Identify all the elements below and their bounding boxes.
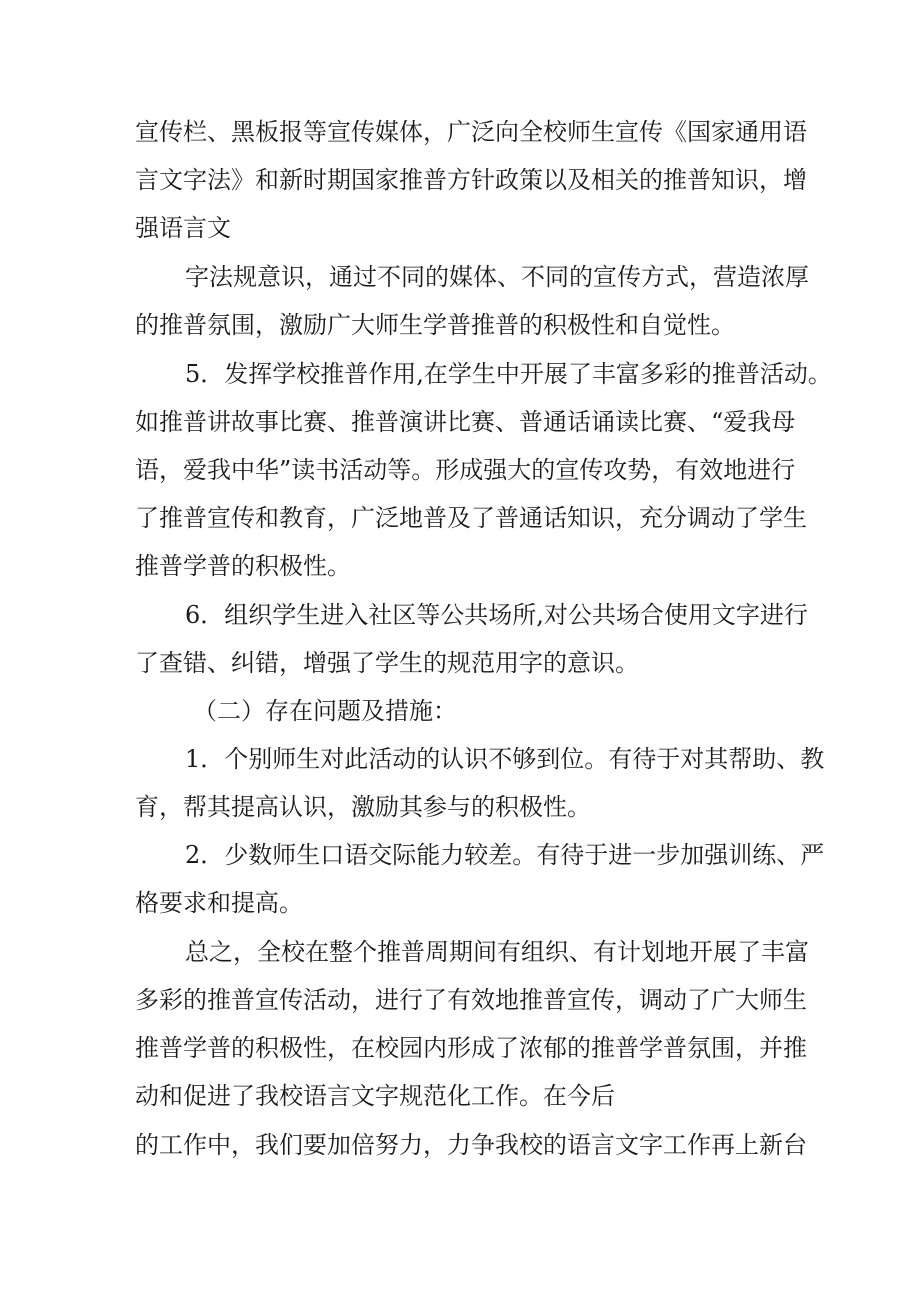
text-line: 了查错、纠错，增强了学生的规范用字的意识。 <box>135 649 639 677</box>
text-line: 推普学普的积极性。 <box>135 552 351 580</box>
text-line: 总之，全校在整个推普周期间有组织、有计划地开展了丰富 <box>185 938 809 966</box>
text-line: 育，帮其提高认识，激励其参与的积极性。 <box>135 793 591 821</box>
text-line: 字法规意识，通过不同的媒体、不同的宣传方式，营造浓厚 <box>185 263 809 291</box>
text-line: 6．组织学生进入社区等公共场所,对公共场合使用文字进行 <box>185 601 808 629</box>
text-line: 强语言文 <box>135 214 231 242</box>
section-heading: （二）存在问题及措施： <box>193 697 457 725</box>
text-line: 动和促进了我校语言文字规范化工作。在今后 <box>135 1082 615 1110</box>
text-line: 格要求和提高。 <box>135 889 303 917</box>
text-line: 1．个别师生对此活动的认识不够到位。有待于对其帮助、教 <box>185 745 825 773</box>
text-line: 了推普宣传和教育，广泛地普及了普通话知识，充分调动了学生 <box>135 504 807 532</box>
text-line: 5．发挥学校推普作用,在学生中开展了丰富多彩的推普活动。 <box>185 360 832 388</box>
text-line: 推普学普的积极性，在校园内形成了浓郁的推普学普氛围，并推 <box>135 1034 807 1062</box>
text-line: 宣传栏、黑板报等宣传媒体，广泛向全校师生宣传《国家通用语 <box>135 118 807 146</box>
text-line: 如推普讲故事比赛、推普演讲比赛、普通话诵读比赛、“爱我母 <box>135 408 796 436</box>
text-line: 的推普氛围，激励广大师生学普推普的积极性和自觉性。 <box>135 311 735 339</box>
text-line: 语，爱我中华”读书活动等。形成强大的宣传攻势，有效地进行 <box>135 456 796 484</box>
text-line: 2．少数师生口语交际能力较差。有待于进一步加强训练、严 <box>185 841 825 869</box>
text-line: 言文字法》和新时期国家推普方针政策以及相关的推普知识，增 <box>135 166 807 194</box>
text-line: 多彩的推普宣传活动，进行了有效地推普宣传，调动了广大师生 <box>135 986 807 1014</box>
text-line: 的工作中，我们要加倍努力，力争我校的语言文字工作再上新台 <box>135 1131 807 1159</box>
